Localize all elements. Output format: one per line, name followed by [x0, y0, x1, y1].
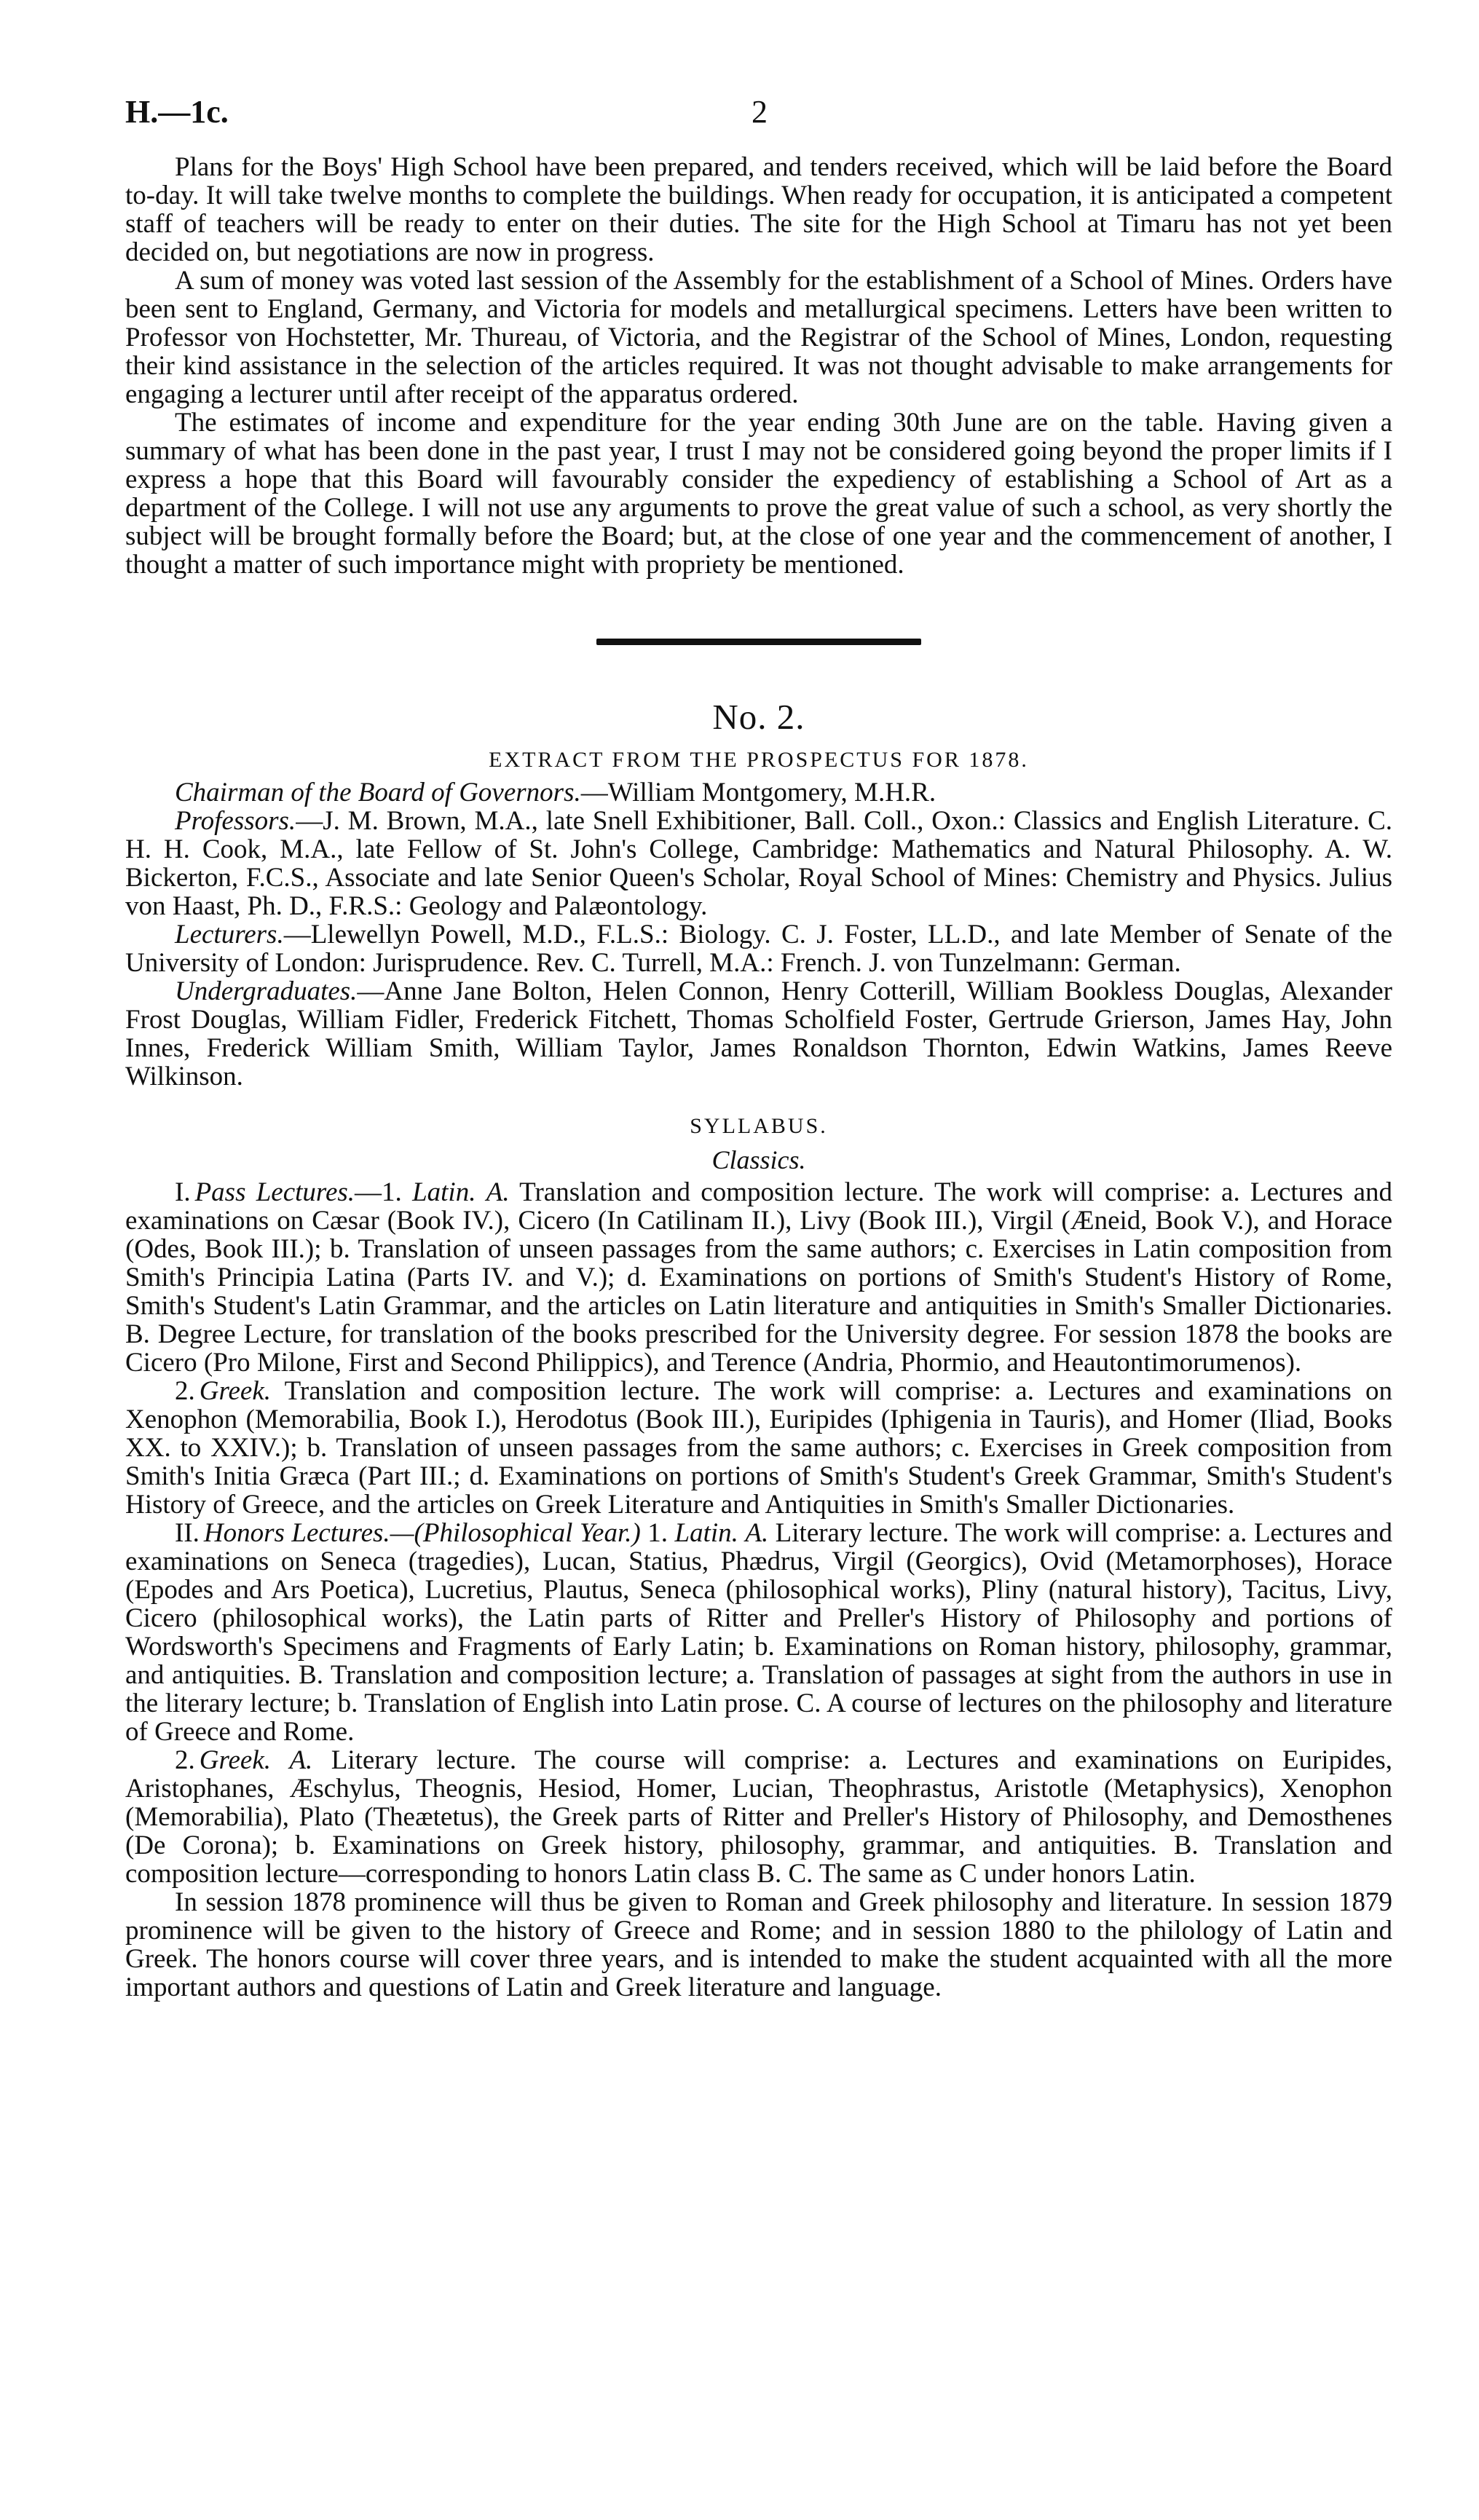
staff-label: Lecturers. — [175, 920, 284, 949]
item-sub-a: A. — [486, 1177, 510, 1207]
staff-chairman — [125, 778, 1392, 807]
item-text: Literary lecture. The work will comprise: a. Lectures and examinations on Seneca (tragedies), Lucan, Statius, Phædrus, Virgil (Georgics), Ovid (Metamorphoses), Horace (Epodes and Ars Poetica), Lucretius, Plautus, Seneca (philosophical works), Pliny (natural history), Tacitus, Livy, Cicero (philosophical works), the Latin parts of Ritter and Preller's History of Philosophy and portions of Wordsworth's Specimens and Fragments of Early Latin; b. Examinations on Roman history, philosophy, grammar, and antiquities. B. Translation and composition lecture; a. Translation of passages at sight from the authors in use in the literary lecture; b. Translation of English into Latin prose. C. A course of lectures on the philosophy and literature of Greece and Rome. — [125, 1518, 1393, 1747]
section-divider — [596, 639, 921, 645]
section-number: No. 2. — [712, 697, 805, 737]
page-header — [125, 73, 1392, 153]
paragraph-estimates: The estimates of income and expenditure for the year ending 30th June are on the table. Having given a summary of what has been done in the past year, I trust I may not be considered going beyond the proper limits if I express a hope that this Board will favourably consider the expediency of establishing a School of Art as a department of the College. I will not use any arguments to prove the great value of such a school, as very shortly the subject will be brought formally before the Board; but, at the close of one year and the commencement of another, I thought a matter of such importance might with propriety be mentioned. — [125, 408, 1392, 580]
staff-text: —J. M. Brown, M.A., late Snell Exhibitioner, Ball. Coll., Oxon.: Classics and English Literature. C. H. H. Cook, M.A., late Fellow of St. John's College, Cambridge: Mathematics and Natural Philosophy. A. W. Bickerton, F.C.S., Associate and late Senior Queen's Scholar, Royal School of Mines: Chemistry and Physics. Julius von Haast, Ph. D., F.R.S.: Geology and Palæontology. — [125, 806, 1392, 921]
staff-text: —Llewellyn Powell, M.D., F.L.S.: Biology. C. J. Foster, LL.D., and late Member of Senate of the University of London: Jurisprudence. Rev. C. Turrell, M.A.: French. J. von Tunzelmann: German. — [125, 920, 1392, 978]
syllabus-heading: SYLLABUS. — [690, 1114, 828, 1138]
pass-latin-paragraph — [125, 1178, 1392, 1377]
item-text: Literary lecture. The course will comprise: a. Lectures and examinations on Euripides, Aristophanes, Æschylus, Theognis, Hesiod, Homer, Lucian, Theophrastus, Aristotle (Metaphysics), Xenophon (Memorabilia), Plato (Theætetus), the Greek parts of Ritter and Preller's History of Philosophy, and Demosthenes (De Corona); b. Examinations on Greek history, philosophy, grammar, and antiquities. B. Translation and composition lecture—corresponding to honors Latin class B. C. The same as C under honors Latin. — [125, 1745, 1393, 1889]
staff-label: Chairman of the Board of Governors. — [175, 778, 581, 807]
item-sub-a: A. — [745, 1518, 769, 1548]
subject-heading: Classics. — [711, 1145, 806, 1174]
staff-label: Undergraduates. — [175, 976, 358, 1006]
staff-undergraduates — [125, 977, 1392, 1091]
document-page — [125, 73, 1392, 2002]
item-sub-a: A. — [289, 1745, 313, 1775]
item-text: Translation and composition lecture. The work will comprise: a. Lectures and examinations on Xenophon (Memorabilia, Book I.), Herodotus (Book III.), Euripides (Iphigenia in Tauris), and Homer (Iliad, Books XX. to XXIV.); b. Translation of unseen passages from the same authors; c. Exercises in Greek composition from Smith's Initia Græca (Part III.; d. Examinations on portions of Smith's Student's Greek Grammar, Smith's Student's History of Greece, and the articles on Greek Literature and Antiquities in Smith's Smaller Dictionaries. — [125, 1376, 1392, 1520]
item-subject: Latin. — [412, 1177, 476, 1207]
staff-text: —Anne Jane Bolton, Helen Connon, Henry Cotterill, William Bookless Douglas, Alexander Frost Douglas, William Fidler, Frederick Fitchett, Thomas Scholfield Foster, Gertrude Grierson, James Hay, John Innes, Frederick William Smith, William Taylor, James Ronaldson Thornton, Edwin Watkins, James Reeve Wilkinson. — [125, 976, 1392, 1091]
document-id: H.—1c. — [125, 94, 229, 130]
item-label: Honors Lectures.—(Philosophical Year.) — [203, 1518, 641, 1548]
item-number: 2. — [175, 1745, 195, 1775]
pass-greek-paragraph — [125, 1377, 1392, 1519]
honors-greek-paragraph — [125, 1746, 1392, 1888]
closing-paragraph: In session 1878 prominence will thus be given to Roman and Greek philosophy and literature. In session 1879 prominence will be given to the history of Greece and Rome; and in session 1880 to the philology of Latin and Greek. The honors course will cover three years, and is intended to make the student acquainted with all the more important authors and questions of Latin and Greek literature and language. — [125, 1887, 1392, 2002]
staff-text: —William Montgomery, M.H.R. — [580, 778, 936, 807]
paragraph-school-of-mines: A sum of money was voted last session of the Assembly for the establishment of a School of Mines. Orders have been sent to England, Germany, and Victoria for models and metallurgical specimens. Letters have been written to Professor von Hochstetter, Mr. Thureau, of Victoria, and the Registrar of the School of Mines, London, requesting their kind assistance in the selection of the articles required. It was not thought advisable to make arrangements for engaging a lecturer until after receipt of the apparatus ordered. — [125, 266, 1392, 409]
staff-lecturers — [125, 920, 1392, 977]
staff-professors — [125, 807, 1392, 920]
honors-latin-paragraph — [125, 1519, 1392, 1746]
item-subject: Greek. — [199, 1376, 272, 1406]
item-subject: Latin. — [674, 1518, 738, 1548]
paragraph-high-school: Plans for the Boys' High School have been prepared, and tenders received, which will be laid before the Board to-day. It will take twelve months to complete the buildings. When ready for occupation, it is anticipated a competent staff of teachers will be ready to enter on their duties. The site for the High School at Timaru has not yet been decided on, but negotiations are now in progress. — [125, 152, 1392, 267]
page-number: 2 — [752, 94, 768, 130]
item-dash: —1. — [355, 1177, 402, 1207]
item-sub-number: 1. — [647, 1518, 668, 1548]
item-label: Pass Lectures. — [194, 1177, 355, 1207]
section-title: EXTRACT FROM THE PROSPECTUS FOR 1878. — [489, 748, 1029, 772]
item-number: I. — [175, 1177, 191, 1207]
item-text: Translation and composition lecture. The work will comprise: a. Lectures and examinations on Cæsar (Book IV.), Cicero (In Catilinam II.), Livy (Book III.), Virgil (Æneid, Book V.), and Horace (Odes, Book III.); b. Translation of unseen passages from the same authors; c. Exercises in Latin composition from Smith's Principia Latina (Parts IV. and V.); d. Examinations on portions of Smith's Student's History of Rome, Smith's Student's Latin Grammar, and the articles on Latin literature and antiquities in Smith's Smaller Dictionaries. B. Degree Lecture, for translation of the books prescribed for the University degree. For session 1878 the books are Cicero (Pro Milone, First and Second Philippics), and Terence (Andria, Phormio, and Heautontimorumenos). — [125, 1177, 1393, 1378]
item-number: II. — [175, 1518, 200, 1548]
item-subject: Greek. — [199, 1745, 272, 1775]
staff-label: Professors. — [175, 806, 296, 836]
item-number: 2. — [175, 1376, 195, 1406]
